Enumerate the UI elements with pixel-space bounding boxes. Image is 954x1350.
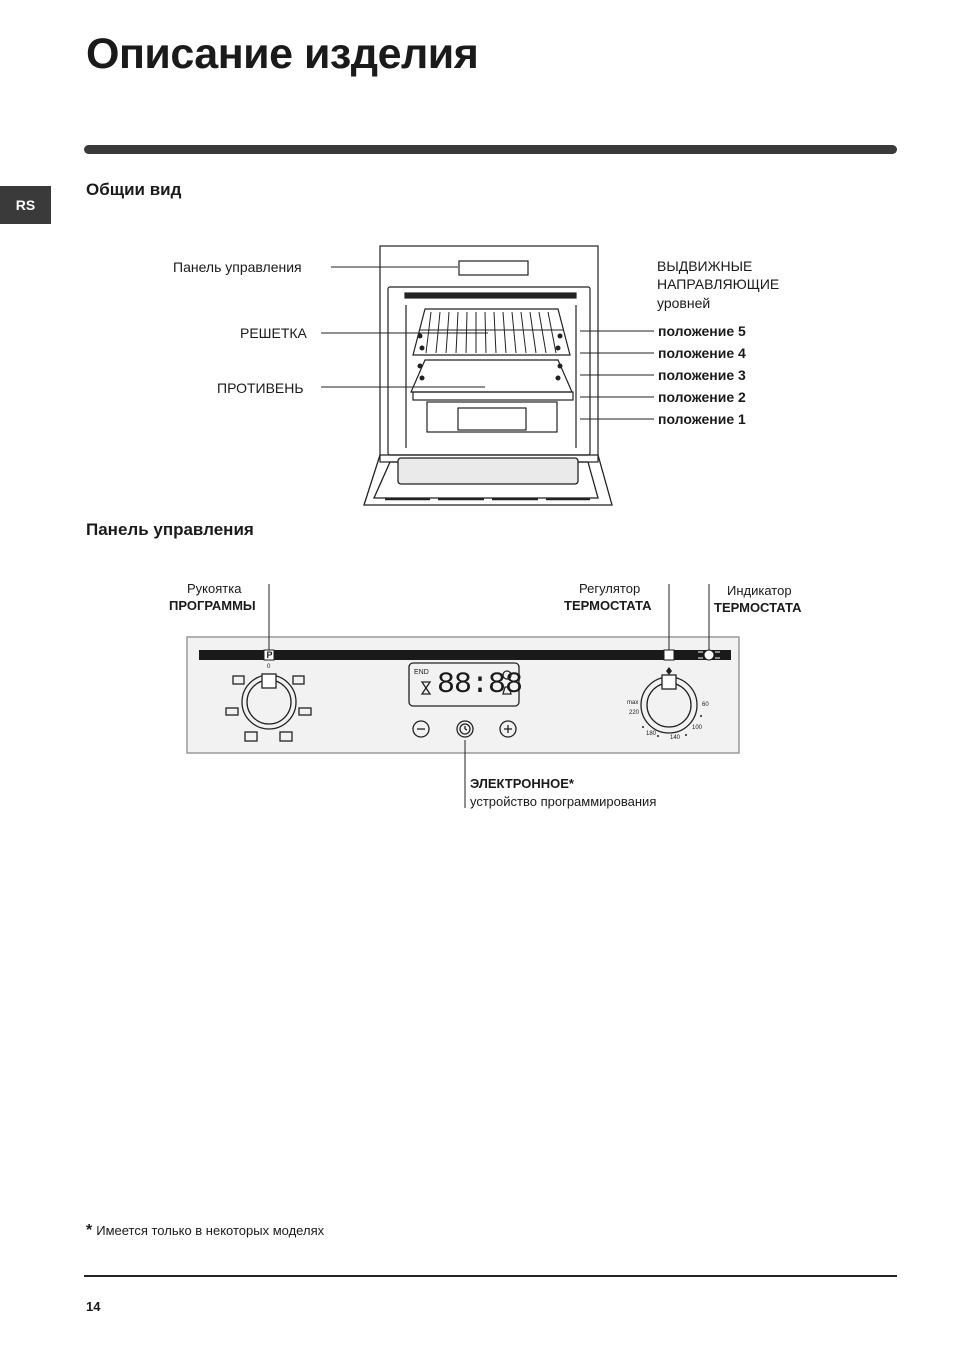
- footnote: [86, 1222, 324, 1240]
- programmer-label-line2: устройство программирования: [470, 794, 657, 809]
- control-panel-heading: Панель управления: [86, 520, 254, 539]
- program-knob-zero: 0: [267, 664, 271, 670]
- programmer-label-line1: ЭЛЕКТРОННОЕ*: [470, 776, 574, 791]
- label-guides-line1: ВЫДВИЖНЫЕ: [657, 258, 753, 274]
- label-position-2: положение 2: [658, 389, 746, 405]
- thermostat-scale-180: 180: [646, 731, 657, 737]
- footnote-text: Имеется только в некоторых моделях: [96, 1223, 325, 1238]
- program-knob-label-line2: ПРОГРАММЫ: [169, 598, 256, 613]
- program-knob-symbol: P: [266, 650, 273, 660]
- thermostat-scale-220: 220: [629, 710, 640, 716]
- thermostat-knob-label-line1: Регулятор: [579, 581, 641, 596]
- label-grill: РЕШЕТКА: [240, 325, 307, 341]
- label-position-5: положение 5: [658, 323, 746, 339]
- footnote-star: *: [86, 1222, 93, 1239]
- label-position-4: положение 4: [658, 345, 746, 361]
- label-guides-line2: НАПРАВЛЯЮЩИЕ: [657, 276, 780, 292]
- thermostat-scale-140: 140: [670, 735, 681, 741]
- thermostat-scale-100: 100: [692, 725, 703, 731]
- thermostat-indicator-label-line1: Индикатор: [727, 583, 792, 598]
- footer-rule: [84, 1275, 897, 1277]
- language-tab: RS: [0, 186, 51, 224]
- page-title: Описание изделия: [86, 30, 479, 78]
- thermostat-scale-60: 60: [702, 702, 709, 708]
- page-number: 14: [86, 1299, 101, 1314]
- thermostat-knob-label-line2: ТЕРМОСТАТА: [564, 598, 652, 613]
- programmer-label-star: *: [568, 776, 574, 791]
- thermostat-indicator-label-line2: ТЕРМОСТАТА: [714, 600, 802, 615]
- general-view-heading: Общии вид: [86, 180, 182, 199]
- label-tray: ПРОТИВЕНЬ: [217, 380, 304, 396]
- programmer-end-label: END: [414, 669, 429, 676]
- label-position-3: положение 3: [658, 367, 746, 383]
- label-control-panel: Панель управления: [173, 259, 302, 275]
- oven-diagram: [0, 0, 954, 560]
- program-knob-label-line1: Рукоятка: [187, 581, 242, 596]
- programmer-display: 88:88: [437, 668, 523, 702]
- label-guides-line3: уровней: [657, 295, 711, 311]
- thermostat-scale-max: max: [627, 700, 639, 706]
- label-position-1: положение 1: [658, 411, 746, 427]
